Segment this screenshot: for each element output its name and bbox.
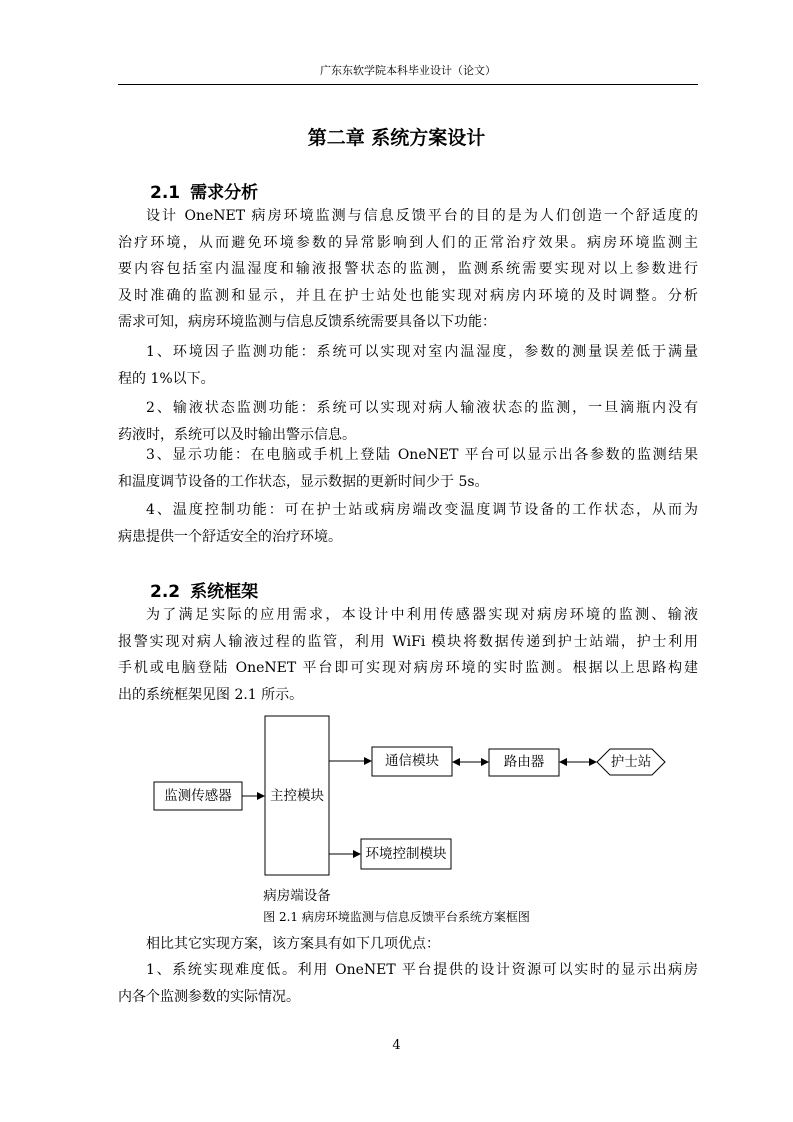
page-header: 广东东软学院本科毕业设计（论文）	[320, 64, 496, 77]
text-line: 1、环境因子监测功能：系统可以实现对室内温湿度，参数的测量误差低于满量	[146, 344, 698, 360]
section-heading-2-2	[150, 577, 258, 602]
figure-caption: 图 2.1 病房环境监测与信息反馈平台系统方案框图	[263, 910, 530, 924]
text-line: 相比其它实现方案，该方案具有如下几项优点：	[146, 936, 440, 952]
text-line: 内各个监测参数的实际情况。	[118, 988, 300, 1005]
paragraph-framework	[118, 602, 698, 708]
text-line: 药液时，系统可以及时输出警示信息。	[118, 426, 356, 443]
text-line: 需求可知，病房环境监测与信息反馈系统需要具备以下功能：	[118, 314, 496, 330]
router-label: 路由器	[503, 754, 545, 770]
ward-device-label: 病房端设备	[263, 888, 331, 904]
text-line: 设计 OneNET 病房环境监测与信息反馈平台的目的是为人们创造一个舒适度的	[146, 208, 698, 224]
section-number: 2.2	[150, 582, 181, 602]
main-control-label: 主控模块	[270, 788, 324, 804]
env-control-label: 环境控制模块	[365, 846, 447, 862]
paragraph-item-3	[118, 442, 698, 495]
text-line: 和温度调节设备的工作状态，显示数据的更新时间少于 5s。	[118, 473, 489, 490]
section-title-text: 需求分析	[190, 183, 259, 203]
text-line: 3、显示功能：在电脑或手机上登陆 OneNET 平台可以显示出各参数的监测结果	[146, 447, 698, 463]
text-line: 为了满足实际的应用需求，本设计中利用传感器实现对病房环境的监测、输液	[146, 607, 698, 623]
comm-module-label: 通信模块	[385, 753, 439, 769]
paragraph-item-1	[118, 339, 698, 392]
text-line: 要内容包括室内温湿度和输液报警状态的监测，监测系统需要实现对以上参数进行	[118, 261, 698, 277]
system-block-diagram	[150, 712, 670, 907]
nurse-station-label: 护士站	[610, 754, 652, 770]
header-rule	[118, 84, 698, 85]
text-line: 程的 1%以下。	[118, 370, 215, 387]
page-number: 4	[392, 1038, 401, 1053]
paragraph-item-4	[118, 497, 698, 550]
section-heading-2-1	[150, 178, 258, 203]
text-line: 及时准确的监测和显示，并且在护士站处也能实现对病房内环境的及时调整。分析	[118, 287, 698, 304]
text-line: 报警实现对病人输液过程的监管，利用 WiFi 模块将数据传递到护士站端，护士利用	[118, 633, 698, 650]
text-line: 4、温度控制功能：可在护士站或病房端改变温度调节设备的工作状态，从而为	[146, 502, 698, 518]
section-number: 2.1	[150, 183, 181, 203]
chapter-title: 第二章 系统方案设计	[307, 127, 486, 149]
paragraph-advantage-1	[118, 957, 698, 1010]
text-line: 治疗环境，从而避免环境参数的异常影响到人们的正常治疗效果。病房环境监测主	[118, 234, 698, 251]
paragraph-item-2	[118, 395, 698, 448]
text-line: 2、输液状态监测功能：系统可以实现对病人输液状态的监测，一旦滴瓶内没有	[146, 400, 698, 416]
text-line: 出的系统框架见图 2.1 所示。	[118, 686, 304, 703]
sensor-label: 监测传感器	[164, 788, 232, 804]
diagram-lines	[150, 712, 670, 907]
paragraph-intro	[118, 203, 698, 336]
paragraph-advantages	[118, 931, 698, 958]
text-line: 手机或电脑登陆 OneNET 平台即可实现对病房环境的实时监测。根据以上思路构建	[118, 660, 698, 676]
text-line: 1、系统实现难度低。利用 OneNET 平台提供的设计资源可以实时的显示出病房	[146, 962, 698, 978]
text-line: 病患提供一个舒适安全的治疗环境。	[118, 528, 342, 545]
section-title-text: 系统框架	[190, 582, 259, 602]
